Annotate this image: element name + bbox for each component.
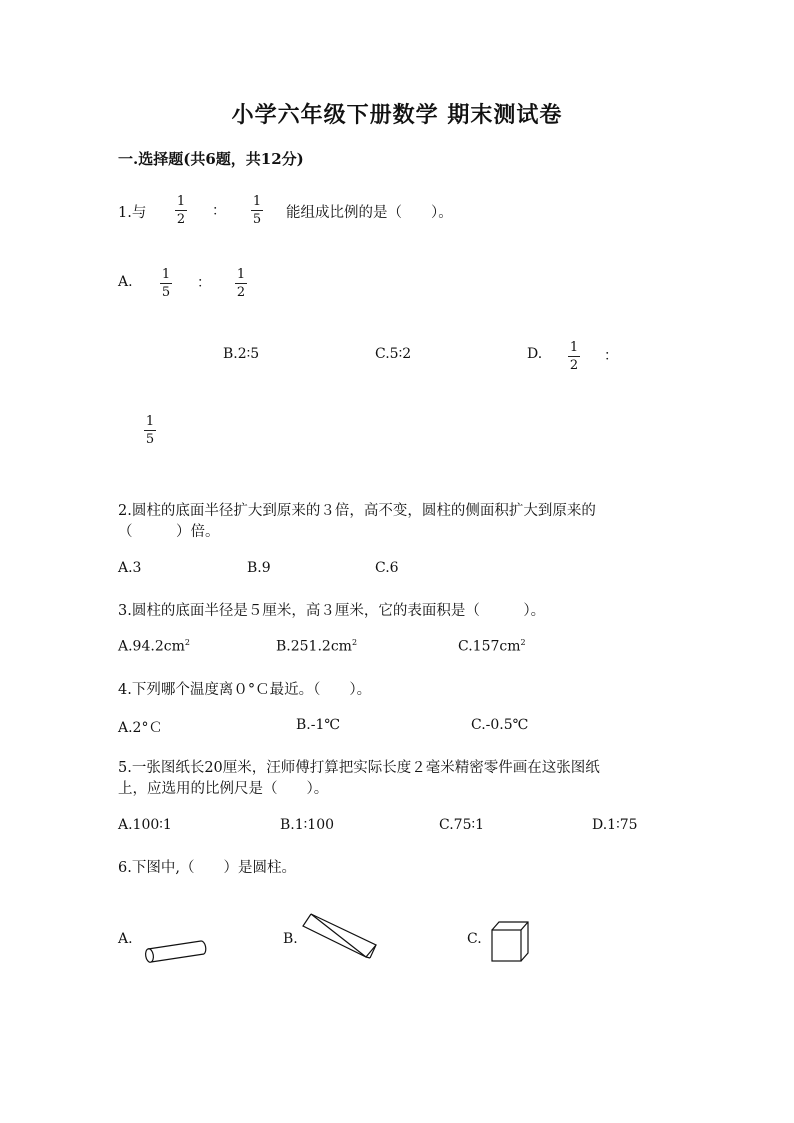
q1-frac2-numerator: 1 (252, 194, 262, 209)
q2-text-line-2: （ ）倍。 (118, 524, 220, 540)
q6-option-b-label: B. (283, 931, 298, 947)
q6-option-c-label: C. (467, 931, 482, 947)
q1-frac1-denominator: 2 (176, 212, 186, 227)
q6-option-a-label: A. (118, 931, 133, 947)
fraction-bar (175, 210, 187, 211)
q1-fraction-1 (173, 194, 189, 227)
q1-option-d-fraction-2 (142, 414, 158, 447)
q1-fraction-2 (249, 194, 265, 227)
q3-option-b (276, 638, 357, 655)
q3-option-a-value: A.94.2cm (118, 638, 185, 655)
q1-prefix: 1.与 (118, 205, 147, 221)
q3-option-b-value: B.251.2cm (276, 638, 352, 655)
q2-option-a: A.3 (118, 560, 142, 576)
q5-option-d: D.1∶75 (592, 817, 638, 833)
q1-option-b: B.2∶5 (223, 346, 260, 362)
q3-text: 3.圆柱的底面半径是５厘米，高３厘米，它的表面积是（ ）。 (118, 603, 546, 619)
denominator: 2 (569, 358, 579, 373)
q1-frac2-denominator: 5 (252, 212, 262, 227)
fraction-bar (251, 210, 263, 211)
q4-option-a: A.2°Ｃ (118, 720, 163, 736)
q1-option-d-label: D. (527, 346, 543, 362)
fraction-bar (160, 283, 172, 284)
section-heading: 一.选择题(共6题，共12分) (118, 150, 304, 168)
numerator: 1 (236, 267, 246, 282)
triangular-prism-icon (300, 912, 382, 964)
denominator: 5 (145, 432, 155, 447)
q1-frac1-numerator: 1 (176, 194, 186, 209)
q1-option-a-fraction-1 (158, 267, 174, 300)
fraction-bar (144, 430, 156, 431)
superscript: 2 (351, 638, 358, 647)
q5-option-b: B.1∶100 (280, 817, 335, 833)
q6-text: 6.下图中,（ ）是圆柱。 (118, 860, 296, 876)
cylinder-rod-icon (138, 930, 218, 970)
fraction-bar (235, 283, 247, 284)
q2-option-b: B.9 (247, 560, 271, 576)
q1-option-c: C.5∶2 (375, 346, 412, 362)
q1-option-a-colon: ： (197, 275, 211, 291)
denominator: 5 (161, 285, 171, 300)
denominator: 2 (236, 285, 246, 300)
numerator: 1 (145, 414, 155, 429)
q5-option-c: C.75∶1 (439, 817, 485, 833)
q1-colon: ： (212, 203, 226, 219)
superscript: 2 (520, 638, 526, 647)
fraction-bar (568, 356, 580, 357)
q3-option-c-value: C.157cm (458, 638, 521, 655)
q4-text: 4.下列哪个温度离０°Ｃ最近。（ ）。 (118, 682, 372, 698)
q1-suffix: 能组成比例的是（ ）。 (286, 205, 453, 221)
q5-text-line-2: 上，应选用的比例尺是（ ）。 (118, 781, 329, 797)
cube-icon (489, 918, 531, 964)
q5-text-line-1: 5.一张图纸长20厘米，汪师傅打算把实际长度２毫米精密零件画在这张图纸 (118, 760, 600, 776)
q1-option-d-fraction-1 (566, 340, 582, 373)
q3-option-c (458, 638, 526, 655)
numerator: 1 (161, 267, 171, 282)
q1-option-a-fraction-2 (233, 267, 249, 300)
q1-option-d-colon: ： (604, 348, 618, 364)
q4-option-b: B.-1℃ (296, 717, 341, 733)
q2-text-line-1: 2.圆柱的底面半径扩大到原来的３倍，高不变，圆柱的侧面积扩大到原来的 (118, 503, 596, 519)
superscript: 2 (184, 638, 190, 647)
q2-option-c: C.6 (375, 560, 399, 576)
q5-option-a: A.100∶1 (118, 817, 172, 833)
q4-option-c: C.-0.5℃ (471, 717, 529, 733)
numerator: 1 (569, 340, 579, 355)
page-title: 小学六年级下册数学 期末测试卷 (231, 102, 563, 128)
q1-option-a-label: A. (118, 274, 133, 290)
q3-option-a (118, 638, 190, 655)
